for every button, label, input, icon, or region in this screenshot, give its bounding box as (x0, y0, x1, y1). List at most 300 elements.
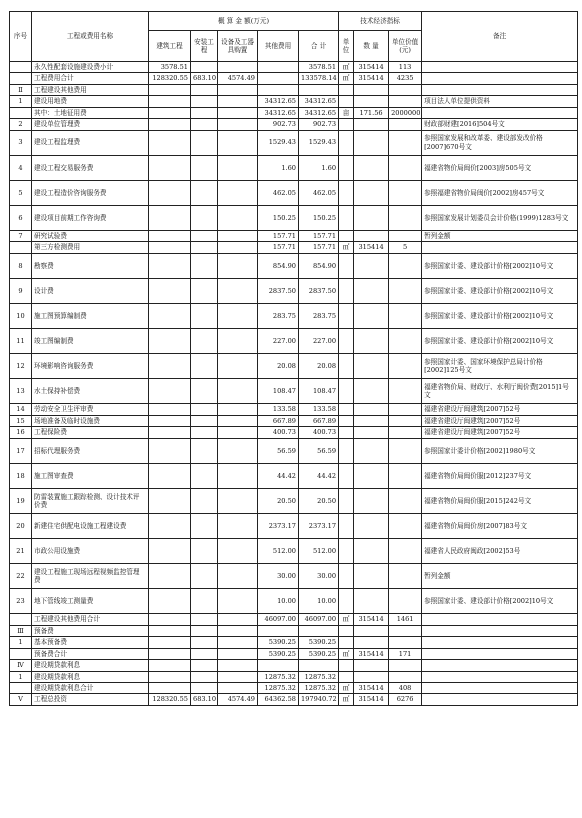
cell-equipment (218, 119, 258, 130)
cell-unit (339, 625, 354, 636)
cell-total: 150.25 (299, 205, 339, 230)
cell-name: 永久性配套设施建设费小计 (32, 62, 149, 73)
cell-other: 150.25 (258, 205, 299, 230)
cell-unit (339, 514, 354, 539)
cell-construction (149, 589, 191, 614)
cell-unit (339, 404, 354, 415)
cell-install (191, 130, 218, 155)
cell-construction (149, 180, 191, 205)
cell-qty (354, 438, 389, 463)
cell-unit-price: 113 (389, 62, 422, 73)
cell-equipment (218, 155, 258, 180)
cell-equipment (218, 84, 258, 95)
cell-remark: 福建省建设厅闽建筑[2007]52号 (422, 427, 578, 438)
cell-other: 157.71 (258, 242, 299, 253)
cell-equipment (218, 648, 258, 659)
cell-equipment (218, 96, 258, 107)
cell-qty (354, 589, 389, 614)
cell-remark: 福建省物价局闽价[2003]房505号文 (422, 155, 578, 180)
cell-seq: 13 (10, 379, 32, 404)
cell-install (191, 62, 218, 73)
cell-remark: 参照国家计委计价格[2002]1980号文 (422, 438, 578, 463)
cell-total: 108.47 (299, 379, 339, 404)
cell-construction (149, 84, 191, 95)
cell-install (191, 514, 218, 539)
cell-install (191, 625, 218, 636)
cell-unit-price (389, 589, 422, 614)
cell-construction (149, 329, 191, 354)
budget-estimate-table (9, 11, 578, 706)
cell-equipment (218, 180, 258, 205)
cell-total: 20.08 (299, 354, 339, 379)
cell-total: 133578.14 (299, 73, 339, 84)
cell-other: 854.90 (258, 253, 299, 278)
cell-install (191, 119, 218, 130)
cell-remark (422, 648, 578, 659)
cell-total: 5390.25 (299, 648, 339, 659)
cell-seq: 14 (10, 404, 32, 415)
cell-name: 新建住宅供配电设施工程建设费 (32, 514, 149, 539)
cell-unit (339, 278, 354, 303)
cell-other (258, 84, 299, 95)
cell-unit (339, 253, 354, 278)
cell-name: 建设工程监理费 (32, 130, 149, 155)
cell-qty: 315414 (354, 694, 389, 705)
cell-remark: 参照国家计委、建设部计价格[2002]10号文 (422, 278, 578, 303)
cell-install (191, 438, 218, 463)
table-row (10, 278, 578, 303)
cell-seq (10, 683, 32, 694)
cell-construction (149, 278, 191, 303)
cell-remark: 财政部财建[2016]504号文 (422, 119, 578, 130)
cell-qty (354, 404, 389, 415)
cell-qty (354, 488, 389, 513)
cell-unit (339, 205, 354, 230)
cell-total: 400.73 (299, 427, 339, 438)
cell-seq: 3 (10, 130, 32, 155)
cell-name: 预备费 (32, 625, 149, 636)
cell-qty: 315414 (354, 648, 389, 659)
cell-construction (149, 379, 191, 404)
cell-qty (354, 329, 389, 354)
cell-construction (149, 404, 191, 415)
cell-remark: 暂列金额 (422, 564, 578, 589)
cell-remark: 福建省人民政府闽政[2002]53号 (422, 539, 578, 564)
cell-unit-price (389, 119, 422, 130)
cell-seq: Ⅲ (10, 625, 32, 636)
cell-name: 市政公用设施费 (32, 539, 149, 564)
cell-name: 建设工程施工现场远程视频监控管理费 (32, 564, 149, 589)
table-row (10, 231, 578, 242)
cell-unit (339, 379, 354, 404)
cell-name: 劳动安全卫生评审费 (32, 404, 149, 415)
cell-construction (149, 660, 191, 671)
cell-equipment (218, 625, 258, 636)
cell-seq: 20 (10, 514, 32, 539)
cell-other: 20.08 (258, 354, 299, 379)
cell-install (191, 231, 218, 242)
cell-seq (10, 614, 32, 625)
cell-total: 20.50 (299, 488, 339, 513)
cell-unit (339, 564, 354, 589)
cell-remark (422, 614, 578, 625)
cell-install (191, 539, 218, 564)
cell-unit (339, 96, 354, 107)
table-row (10, 96, 578, 107)
header-tech-group: 技术经济指标 (339, 12, 422, 31)
cell-equipment (218, 564, 258, 589)
cell-construction (149, 648, 191, 659)
cell-total: 667.89 (299, 415, 339, 426)
cell-remark: 福建省建设厅闽建筑[2007]52号 (422, 404, 578, 415)
cell-install (191, 683, 218, 694)
cell-remark: 参照国家计委、建设部计价格[2002]10号文 (422, 329, 578, 354)
cell-unit: ㎡ (339, 683, 354, 694)
cell-equipment (218, 379, 258, 404)
cell-construction (149, 354, 191, 379)
cell-qty: 315414 (354, 683, 389, 694)
cell-seq: 9 (10, 278, 32, 303)
cell-other: 34312.65 (258, 107, 299, 118)
cell-unit-price (389, 488, 422, 513)
cell-total: 283.75 (299, 304, 339, 329)
cell-remark (422, 242, 578, 253)
cell-unit-price (389, 438, 422, 463)
cell-qty (354, 564, 389, 589)
cell-seq: Ⅳ (10, 660, 32, 671)
cell-install (191, 155, 218, 180)
cell-unit-price (389, 514, 422, 539)
cell-seq: 4 (10, 155, 32, 180)
cell-unit (339, 415, 354, 426)
cell-name: 招标代理服务费 (32, 438, 149, 463)
cell-qty: 171.56 (354, 107, 389, 118)
cell-name: 建设用地费 (32, 96, 149, 107)
cell-qty (354, 180, 389, 205)
cell-seq: 23 (10, 589, 32, 614)
table-row (10, 637, 578, 648)
cell-total: 34312.65 (299, 96, 339, 107)
cell-equipment (218, 253, 258, 278)
cell-install (191, 304, 218, 329)
cell-install (191, 84, 218, 95)
cell-qty: 315414 (354, 614, 389, 625)
cell-install (191, 660, 218, 671)
cell-unit-price: 4235 (389, 73, 422, 84)
cell-unit-price: 6276 (389, 694, 422, 705)
cell-unit-price (389, 427, 422, 438)
cell-construction (149, 463, 191, 488)
table-row (10, 427, 578, 438)
cell-qty (354, 427, 389, 438)
cell-remark (422, 660, 578, 671)
cell-name: 水土保持补偿费 (32, 379, 149, 404)
cell-construction (149, 637, 191, 648)
cell-install (191, 107, 218, 118)
table-row (10, 84, 578, 95)
cell-equipment (218, 671, 258, 682)
cell-remark: 参照国家发展和改革委、建设部发改价格[2007]670号文 (422, 130, 578, 155)
cell-seq: 7 (10, 231, 32, 242)
table-row (10, 660, 578, 671)
cell-seq: 5 (10, 180, 32, 205)
cell-install (191, 648, 218, 659)
cell-name: 工程保险费 (32, 427, 149, 438)
cell-total (299, 84, 339, 95)
cell-remark (422, 73, 578, 84)
cell-equipment (218, 107, 258, 118)
cell-unit-price (389, 625, 422, 636)
cell-seq: 1 (10, 671, 32, 682)
cell-total: 2373.17 (299, 514, 339, 539)
cell-other: 2837.50 (258, 278, 299, 303)
cell-equipment (218, 683, 258, 694)
table-row (10, 180, 578, 205)
header-total: 合 计 (299, 31, 339, 62)
table-row (10, 329, 578, 354)
cell-unit-price (389, 354, 422, 379)
cell-construction (149, 155, 191, 180)
cell-seq: 6 (10, 205, 32, 230)
cell-total: 1529.43 (299, 130, 339, 155)
cell-unit-price (389, 463, 422, 488)
cell-unit-price (389, 180, 422, 205)
cell-qty (354, 625, 389, 636)
cell-install (191, 415, 218, 426)
cell-name: 建设工程交易服务费 (32, 155, 149, 180)
cell-unit-price (389, 415, 422, 426)
cell-remark: 参照福建省物价局闽价[2002]房457号文 (422, 180, 578, 205)
cell-total: 34312.65 (299, 107, 339, 118)
table-row (10, 73, 578, 84)
cell-other: 12875.32 (258, 671, 299, 682)
cell-construction (149, 119, 191, 130)
cell-remark (422, 107, 578, 118)
cell-install (191, 589, 218, 614)
cell-construction (149, 242, 191, 253)
cell-remark: 参照国家计委、国家环境保护总局计价格[2002]125号文 (422, 354, 578, 379)
cell-equipment (218, 304, 258, 329)
header-remark: 备注 (422, 12, 578, 62)
cell-equipment (218, 463, 258, 488)
cell-seq: 22 (10, 564, 32, 589)
cell-other (258, 625, 299, 636)
cell-unit: ㎡ (339, 62, 354, 73)
cell-total: 5390.25 (299, 637, 339, 648)
cell-total (299, 625, 339, 636)
cell-unit: ㎡ (339, 614, 354, 625)
cell-install (191, 637, 218, 648)
cell-other: 108.47 (258, 379, 299, 404)
cell-remark (422, 625, 578, 636)
table-row (10, 404, 578, 415)
cell-other: 1529.43 (258, 130, 299, 155)
cell-seq: 12 (10, 354, 32, 379)
cell-other: 667.89 (258, 415, 299, 426)
cell-remark (422, 637, 578, 648)
table-row (10, 694, 578, 705)
cell-name: 工程费用合计 (32, 73, 149, 84)
cell-construction (149, 671, 191, 682)
table-row (10, 438, 578, 463)
table-row (10, 683, 578, 694)
cell-unit-price (389, 278, 422, 303)
cell-equipment (218, 329, 258, 354)
cell-seq: 16 (10, 427, 32, 438)
table-row (10, 62, 578, 73)
cell-qty (354, 637, 389, 648)
cell-remark: 参照国家计委、建设部计价格[2002]10号文 (422, 589, 578, 614)
cell-name: 工程总投资 (32, 694, 149, 705)
cell-other: 512.00 (258, 539, 299, 564)
cell-qty (354, 463, 389, 488)
cell-unit-price (389, 304, 422, 329)
cell-unit: ㎡ (339, 648, 354, 659)
cell-unit-price (389, 379, 422, 404)
table-row (10, 614, 578, 625)
cell-install (191, 329, 218, 354)
cell-other: 46097.00 (258, 614, 299, 625)
header-equipment: 设备及工器具购置 (218, 31, 258, 62)
cell-other: 400.73 (258, 427, 299, 438)
cell-qty (354, 155, 389, 180)
cell-install (191, 427, 218, 438)
cell-equipment (218, 404, 258, 415)
cell-unit-price (389, 539, 422, 564)
cell-unit-price (389, 671, 422, 682)
table-row (10, 130, 578, 155)
table-row (10, 304, 578, 329)
cell-construction: 3578.51 (149, 62, 191, 73)
header-budget-group: 概 算 金 额(万元) (149, 12, 339, 31)
cell-construction (149, 415, 191, 426)
cell-total: 12875.32 (299, 683, 339, 694)
cell-remark: 项目法人单位提供资料 (422, 96, 578, 107)
cell-name: 建设期贷款利息 (32, 671, 149, 682)
cell-seq: 11 (10, 329, 32, 354)
cell-unit-price (389, 564, 422, 589)
cell-qty (354, 84, 389, 95)
cell-unit-price (389, 130, 422, 155)
cell-remark: 参照国家发展计划委员会计价格(1999)1283号文 (422, 205, 578, 230)
header-construction: 建筑工程 (149, 31, 191, 62)
cell-equipment (218, 514, 258, 539)
cell-construction (149, 488, 191, 513)
cell-total: 512.00 (299, 539, 339, 564)
cell-unit-price (389, 404, 422, 415)
cell-total: 197940.72 (299, 694, 339, 705)
cell-seq: 2 (10, 119, 32, 130)
cell-name: 预备费合计 (32, 648, 149, 659)
table-row (10, 648, 578, 659)
cell-name: 第三方检测费用 (32, 242, 149, 253)
cell-total: 902.73 (299, 119, 339, 130)
cell-install (191, 379, 218, 404)
cell-qty (354, 119, 389, 130)
cell-seq: Ⅱ (10, 84, 32, 95)
cell-seq: 8 (10, 253, 32, 278)
header-name: 工程或费用名称 (32, 12, 149, 62)
cell-total: 10.00 (299, 589, 339, 614)
cell-remark: 参照国家计委、建设部计价格[2002]10号文 (422, 253, 578, 278)
cell-unit-price (389, 205, 422, 230)
table-row (10, 379, 578, 404)
cell-unit (339, 304, 354, 329)
cell-seq: 15 (10, 415, 32, 426)
cell-seq (10, 242, 32, 253)
cell-name: 勘察费 (32, 253, 149, 278)
cell-name: 竣工图编制费 (32, 329, 149, 354)
cell-qty (354, 304, 389, 329)
table-row (10, 205, 578, 230)
cell-remark: 福建省物价局闽价房[2007]83号文 (422, 514, 578, 539)
cell-name: 建设期贷款利息合计 (32, 683, 149, 694)
cell-remark (422, 683, 578, 694)
cell-remark (422, 84, 578, 95)
cell-equipment (218, 231, 258, 242)
cell-unit (339, 539, 354, 564)
cell-total: 854.90 (299, 253, 339, 278)
cell-unit-price (389, 253, 422, 278)
cell-remark: 福建省建设厅闽建筑[2007]52号 (422, 415, 578, 426)
cell-equipment (218, 354, 258, 379)
cell-name: 工程建设其他费用 (32, 84, 149, 95)
cell-other: 2373.17 (258, 514, 299, 539)
cell-remark (422, 62, 578, 73)
cell-construction (149, 427, 191, 438)
cell-other: 12875.32 (258, 683, 299, 694)
cell-install (191, 488, 218, 513)
cell-other (258, 62, 299, 73)
cell-unit-price (389, 231, 422, 242)
table-row (10, 539, 578, 564)
header-other: 其他费用 (258, 31, 299, 62)
cell-remark: 福建省物价局、财政厅、水利厅闽价费[2015]1号文 (422, 379, 578, 404)
cell-install (191, 96, 218, 107)
cell-total: 462.05 (299, 180, 339, 205)
cell-install (191, 180, 218, 205)
cell-qty (354, 415, 389, 426)
cell-name: 建设项目前期工作咨询费 (32, 205, 149, 230)
cell-name: 其中：土地征用费 (32, 107, 149, 118)
cell-seq (10, 73, 32, 84)
cell-name: 场地准备及临时设施费 (32, 415, 149, 426)
cell-total: 30.00 (299, 564, 339, 589)
table-row (10, 463, 578, 488)
cell-install (191, 242, 218, 253)
cell-unit (339, 180, 354, 205)
cell-remark (422, 671, 578, 682)
cell-unit (339, 463, 354, 488)
cell-equipment (218, 130, 258, 155)
cell-unit (339, 488, 354, 513)
cell-unit (339, 427, 354, 438)
cell-other: 283.75 (258, 304, 299, 329)
cell-construction: 128320.55 (149, 694, 191, 705)
table-row (10, 155, 578, 180)
cell-qty (354, 660, 389, 671)
table-row (10, 253, 578, 278)
cell-other: 1.60 (258, 155, 299, 180)
cell-seq: 1 (10, 637, 32, 648)
cell-construction (149, 130, 191, 155)
table-row (10, 415, 578, 426)
header-install: 安装工程 (191, 31, 218, 62)
cell-unit (339, 660, 354, 671)
cell-name: 设计费 (32, 278, 149, 303)
cell-equipment (218, 614, 258, 625)
cell-name: 施工图审查费 (32, 463, 149, 488)
